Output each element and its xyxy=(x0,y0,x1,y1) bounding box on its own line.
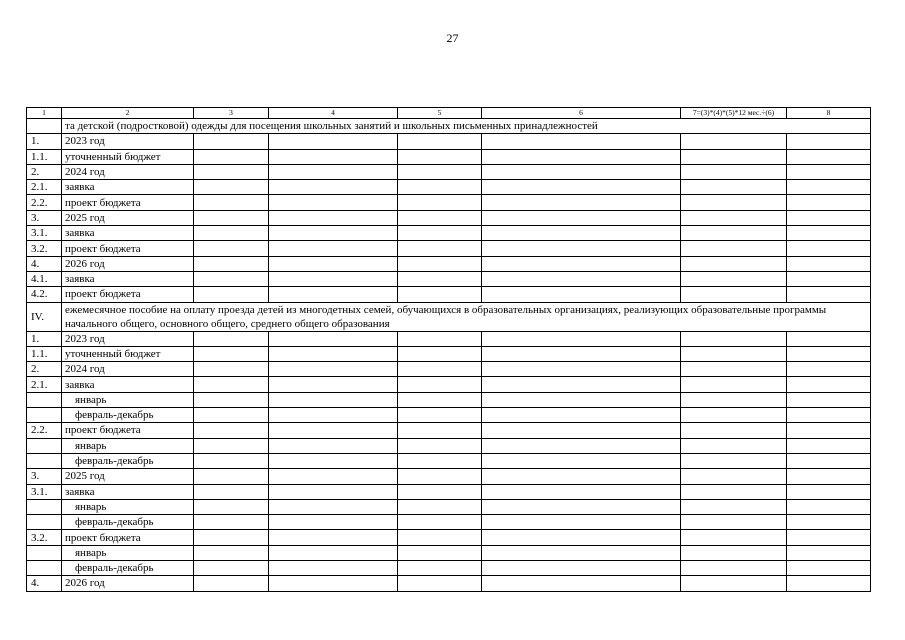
value-cell xyxy=(398,392,482,407)
row-number: 3. xyxy=(27,210,62,225)
section-continuation-row xyxy=(27,119,871,134)
table-row xyxy=(27,499,871,514)
value-cell xyxy=(482,469,681,484)
value-cell xyxy=(269,180,398,195)
value-cell xyxy=(269,362,398,377)
value-cell xyxy=(681,362,787,377)
value-cell xyxy=(482,287,681,302)
value-cell xyxy=(269,453,398,468)
value-cell xyxy=(194,484,269,499)
row-number: 2. xyxy=(27,362,62,377)
row-number: 2.2. xyxy=(27,423,62,438)
row-number: 1.1. xyxy=(27,149,62,164)
value-cell xyxy=(787,180,871,195)
value-cell xyxy=(787,331,871,346)
row-number xyxy=(27,438,62,453)
table-row xyxy=(27,164,871,179)
row-label: заявка xyxy=(62,226,194,241)
value-cell xyxy=(269,134,398,149)
value-cell xyxy=(194,164,269,179)
row-label: 2025 год xyxy=(62,210,194,225)
value-cell xyxy=(194,331,269,346)
row-label: проект бюджета xyxy=(62,287,194,302)
value-cell xyxy=(787,576,871,591)
value-cell xyxy=(194,377,269,392)
value-cell xyxy=(269,515,398,530)
value-cell xyxy=(787,346,871,361)
value-cell xyxy=(398,499,482,514)
value-cell xyxy=(194,576,269,591)
value-cell xyxy=(681,287,787,302)
value-cell xyxy=(681,331,787,346)
value-cell xyxy=(398,530,482,545)
row-label: заявка xyxy=(62,484,194,499)
value-cell xyxy=(787,271,871,286)
value-cell xyxy=(194,195,269,210)
column-header: 7=(3)*(4)*(5)*12 мес.÷(6) xyxy=(681,108,787,119)
value-cell xyxy=(787,362,871,377)
row-number: 3. xyxy=(27,469,62,484)
value-cell xyxy=(482,256,681,271)
section-title: ежемесячное пособие на оплату проезда детей из многодетных семей, обучающихся в образовательных организациях, реализующих образовательные программы начального общего, основного общего, среднего общего образования xyxy=(62,302,871,331)
value-cell xyxy=(194,530,269,545)
row-label: январь xyxy=(62,438,194,453)
row-number: 1. xyxy=(27,134,62,149)
value-cell xyxy=(681,210,787,225)
value-cell xyxy=(482,453,681,468)
value-cell xyxy=(269,423,398,438)
value-cell xyxy=(269,377,398,392)
value-cell xyxy=(269,226,398,241)
value-cell xyxy=(269,241,398,256)
row-number xyxy=(27,561,62,576)
value-cell xyxy=(398,226,482,241)
column-header: 3 xyxy=(194,108,269,119)
value-cell xyxy=(787,530,871,545)
value-cell xyxy=(398,180,482,195)
value-cell xyxy=(269,408,398,423)
value-cell xyxy=(194,408,269,423)
value-cell xyxy=(787,545,871,560)
value-cell xyxy=(398,210,482,225)
value-cell xyxy=(398,545,482,560)
table-row xyxy=(27,256,871,271)
value-cell xyxy=(787,469,871,484)
value-cell xyxy=(194,469,269,484)
row-number xyxy=(27,545,62,560)
value-cell xyxy=(787,256,871,271)
row-label: 2026 год xyxy=(62,576,194,591)
value-cell xyxy=(482,362,681,377)
value-cell xyxy=(398,438,482,453)
table-row xyxy=(27,226,871,241)
value-cell xyxy=(269,469,398,484)
value-cell xyxy=(681,576,787,591)
value-cell xyxy=(681,484,787,499)
row-label: заявка xyxy=(62,377,194,392)
value-cell xyxy=(681,561,787,576)
value-cell xyxy=(787,149,871,164)
row-label: уточненный бюджет xyxy=(62,346,194,361)
row-number: 3.1. xyxy=(27,484,62,499)
row-number xyxy=(27,408,62,423)
column-header: 1 xyxy=(27,108,62,119)
row-number: 2.1. xyxy=(27,180,62,195)
section-number: IV. xyxy=(27,302,62,331)
value-cell xyxy=(482,576,681,591)
row-label: январь xyxy=(62,499,194,514)
value-cell xyxy=(482,423,681,438)
row-number xyxy=(27,515,62,530)
value-cell xyxy=(269,561,398,576)
row-label: проект бюджета xyxy=(62,241,194,256)
row-label: февраль-декабрь xyxy=(62,453,194,468)
value-cell xyxy=(681,545,787,560)
value-cell xyxy=(787,408,871,423)
value-cell xyxy=(482,530,681,545)
value-cell xyxy=(482,210,681,225)
value-cell xyxy=(787,453,871,468)
row-label: февраль-декабрь xyxy=(62,561,194,576)
value-cell xyxy=(787,210,871,225)
value-cell xyxy=(398,377,482,392)
row-number: 4. xyxy=(27,576,62,591)
row-label: заявка xyxy=(62,271,194,286)
value-cell xyxy=(787,241,871,256)
row-label: февраль-декабрь xyxy=(62,408,194,423)
row-number: 3.1. xyxy=(27,226,62,241)
value-cell xyxy=(787,484,871,499)
value-cell xyxy=(398,469,482,484)
value-cell xyxy=(482,346,681,361)
value-cell xyxy=(681,515,787,530)
row-number: 2. xyxy=(27,164,62,179)
value-cell xyxy=(482,392,681,407)
value-cell xyxy=(398,484,482,499)
value-cell xyxy=(681,195,787,210)
empty-cell xyxy=(27,119,62,134)
column-header: 4 xyxy=(269,108,398,119)
value-cell xyxy=(269,210,398,225)
value-cell xyxy=(681,438,787,453)
value-cell xyxy=(482,271,681,286)
value-cell xyxy=(482,164,681,179)
value-cell xyxy=(194,545,269,560)
row-label: проект бюджета xyxy=(62,423,194,438)
value-cell xyxy=(787,164,871,179)
value-cell xyxy=(194,438,269,453)
value-cell xyxy=(269,271,398,286)
value-cell xyxy=(482,149,681,164)
value-cell xyxy=(482,438,681,453)
value-cell xyxy=(269,499,398,514)
value-cell xyxy=(398,271,482,286)
value-cell xyxy=(787,134,871,149)
value-cell xyxy=(269,576,398,591)
value-cell xyxy=(482,377,681,392)
value-cell xyxy=(787,423,871,438)
value-cell xyxy=(787,226,871,241)
value-cell xyxy=(787,287,871,302)
row-label: 2025 год xyxy=(62,469,194,484)
value-cell xyxy=(681,271,787,286)
section-continuation-text: та детской (подростковой) одежды для посещения школьных занятий и школьных письменных принадлежностей xyxy=(62,119,871,134)
value-cell xyxy=(681,241,787,256)
row-number: 4.2. xyxy=(27,287,62,302)
table-row xyxy=(27,438,871,453)
value-cell xyxy=(194,271,269,286)
row-label: 2026 год xyxy=(62,256,194,271)
value-cell xyxy=(398,287,482,302)
value-cell xyxy=(681,453,787,468)
value-cell xyxy=(398,346,482,361)
value-cell xyxy=(269,256,398,271)
value-cell xyxy=(681,499,787,514)
value-cell xyxy=(787,377,871,392)
value-cell xyxy=(482,226,681,241)
table-row xyxy=(27,392,871,407)
value-cell xyxy=(398,423,482,438)
value-cell xyxy=(398,453,482,468)
table-row xyxy=(27,561,871,576)
value-cell xyxy=(194,346,269,361)
value-cell xyxy=(482,545,681,560)
value-cell xyxy=(194,499,269,514)
table-row xyxy=(27,515,871,530)
row-number: 2.1. xyxy=(27,377,62,392)
page-number: 27 xyxy=(446,31,459,45)
value-cell xyxy=(681,469,787,484)
value-cell xyxy=(482,408,681,423)
value-cell xyxy=(194,134,269,149)
value-cell xyxy=(681,392,787,407)
row-label: 2023 год xyxy=(62,134,194,149)
value-cell xyxy=(398,576,482,591)
row-label: 2024 год xyxy=(62,164,194,179)
table-row xyxy=(27,469,871,484)
value-cell xyxy=(194,362,269,377)
row-label: проект бюджета xyxy=(62,195,194,210)
value-cell xyxy=(269,287,398,302)
row-number: 1. xyxy=(27,331,62,346)
value-cell xyxy=(269,164,398,179)
table-row xyxy=(27,408,871,423)
value-cell xyxy=(269,438,398,453)
row-label: январь xyxy=(62,392,194,407)
table-row xyxy=(27,346,871,361)
value-cell xyxy=(681,408,787,423)
table-row xyxy=(27,362,871,377)
row-number: 4.1. xyxy=(27,271,62,286)
table-row xyxy=(27,180,871,195)
value-cell xyxy=(681,226,787,241)
row-number: 3.2. xyxy=(27,241,62,256)
value-cell xyxy=(194,287,269,302)
value-cell xyxy=(681,149,787,164)
value-cell xyxy=(194,210,269,225)
column-header: 6 xyxy=(482,108,681,119)
row-number: 3.2. xyxy=(27,530,62,545)
value-cell xyxy=(398,241,482,256)
value-cell xyxy=(482,134,681,149)
value-cell xyxy=(681,180,787,195)
value-cell xyxy=(482,180,681,195)
value-cell xyxy=(398,515,482,530)
table-row xyxy=(27,271,871,286)
value-cell xyxy=(482,331,681,346)
row-label: 2023 год xyxy=(62,331,194,346)
value-cell xyxy=(269,346,398,361)
row-number xyxy=(27,499,62,514)
value-cell xyxy=(482,515,681,530)
value-cell xyxy=(787,438,871,453)
value-cell xyxy=(681,346,787,361)
table-row xyxy=(27,530,871,545)
value-cell xyxy=(398,331,482,346)
value-cell xyxy=(787,392,871,407)
value-cell xyxy=(398,408,482,423)
value-cell xyxy=(482,561,681,576)
value-cell xyxy=(269,195,398,210)
value-cell xyxy=(269,545,398,560)
table-row xyxy=(27,377,871,392)
value-cell xyxy=(269,392,398,407)
table-row xyxy=(27,331,871,346)
value-cell xyxy=(269,149,398,164)
section-header-row xyxy=(27,302,871,331)
table-row xyxy=(27,576,871,591)
value-cell xyxy=(787,561,871,576)
column-header: 2 xyxy=(62,108,194,119)
value-cell xyxy=(269,331,398,346)
value-cell xyxy=(269,484,398,499)
value-cell xyxy=(194,241,269,256)
value-cell xyxy=(194,453,269,468)
value-cell xyxy=(787,499,871,514)
value-cell xyxy=(398,195,482,210)
value-cell xyxy=(398,134,482,149)
value-cell xyxy=(194,180,269,195)
value-cell xyxy=(482,241,681,256)
value-cell xyxy=(787,515,871,530)
value-cell xyxy=(398,256,482,271)
value-cell xyxy=(681,377,787,392)
column-number-row xyxy=(27,108,871,119)
row-number xyxy=(27,453,62,468)
table-row xyxy=(27,241,871,256)
value-cell xyxy=(398,561,482,576)
value-cell xyxy=(269,530,398,545)
table-row xyxy=(27,287,871,302)
row-label: 2024 год xyxy=(62,362,194,377)
value-cell xyxy=(398,149,482,164)
row-number: 2.2. xyxy=(27,195,62,210)
column-header: 8 xyxy=(787,108,871,119)
table-row xyxy=(27,545,871,560)
table-row xyxy=(27,423,871,438)
value-cell xyxy=(194,423,269,438)
row-number: 1.1. xyxy=(27,346,62,361)
table-row xyxy=(27,453,871,468)
row-label: заявка xyxy=(62,180,194,195)
value-cell xyxy=(787,195,871,210)
value-cell xyxy=(194,149,269,164)
row-label: уточненный бюджет xyxy=(62,149,194,164)
value-cell xyxy=(681,134,787,149)
row-label: январь xyxy=(62,545,194,560)
column-header: 5 xyxy=(398,108,482,119)
value-cell xyxy=(681,423,787,438)
value-cell xyxy=(398,362,482,377)
value-cell xyxy=(194,256,269,271)
budget-table xyxy=(26,107,871,592)
value-cell xyxy=(194,561,269,576)
table-row xyxy=(27,484,871,499)
value-cell xyxy=(194,515,269,530)
value-cell xyxy=(482,484,681,499)
row-number: 4. xyxy=(27,256,62,271)
value-cell xyxy=(194,392,269,407)
value-cell xyxy=(482,499,681,514)
value-cell xyxy=(681,256,787,271)
table-row xyxy=(27,195,871,210)
value-cell xyxy=(681,530,787,545)
value-cell xyxy=(482,195,681,210)
row-number xyxy=(27,392,62,407)
value-cell xyxy=(194,226,269,241)
table-row xyxy=(27,149,871,164)
row-label: февраль-декабрь xyxy=(62,515,194,530)
value-cell xyxy=(681,164,787,179)
table-row xyxy=(27,210,871,225)
row-label: проект бюджета xyxy=(62,530,194,545)
table-row xyxy=(27,134,871,149)
value-cell xyxy=(398,164,482,179)
